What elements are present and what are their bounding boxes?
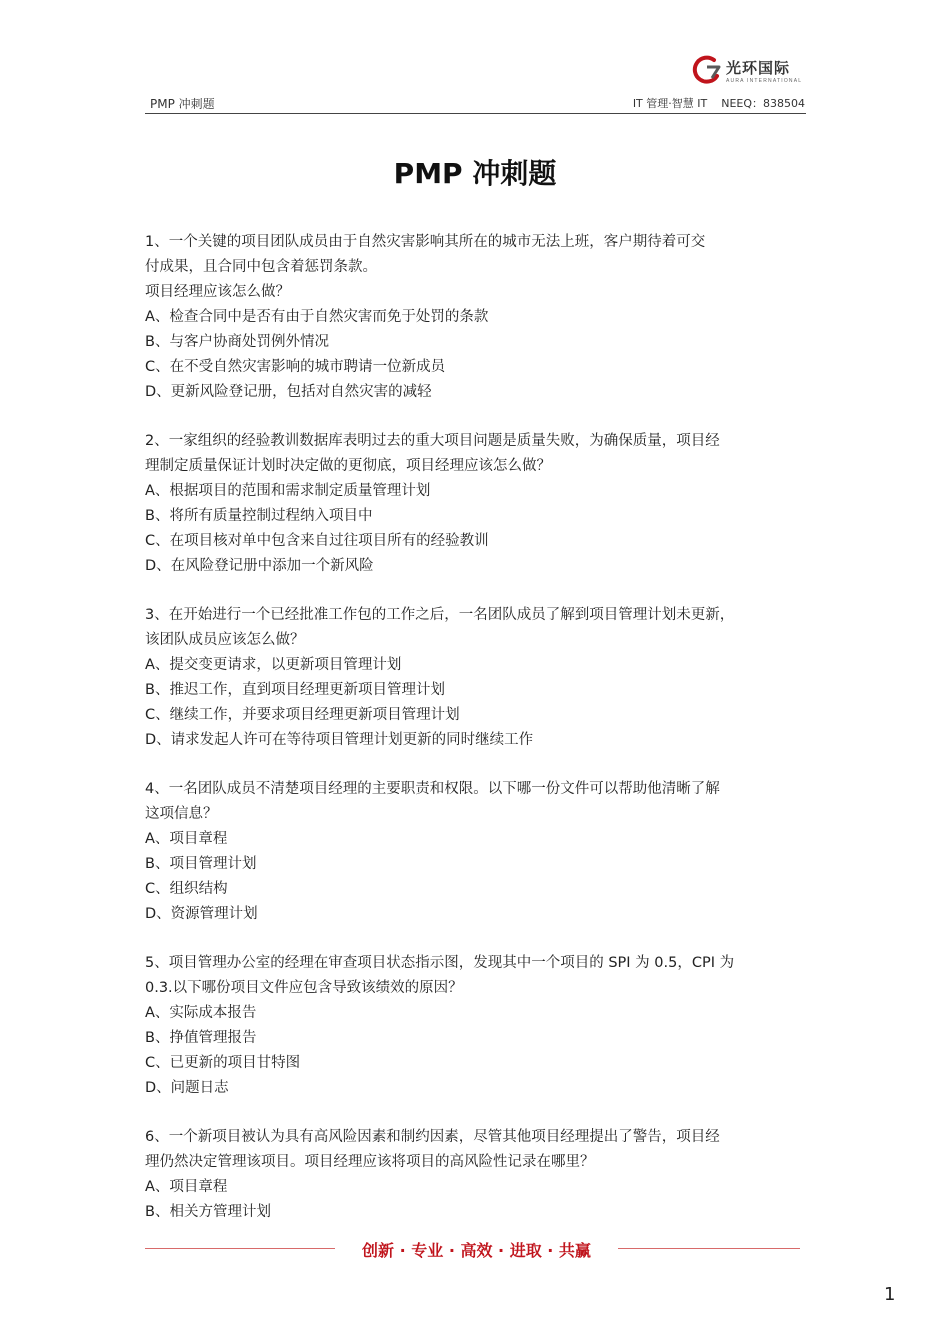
question-list — [145, 230, 810, 1249]
page-number: 1 — [884, 1284, 896, 1305]
question-stem-line: 项目经理应该怎么做？ — [145, 284, 290, 300]
company-logo — [692, 54, 808, 90]
question-stem-line: 0.3.以下哪份项目文件应包含导致该绩效的原因？ — [145, 980, 463, 996]
question-stem-line: 2、一家组织的经验教训数据库表明过去的重大项目问题是质量失败，为确保质量，项目经 — [145, 433, 720, 449]
answer-option: C、在项目核对单中包含来自过往项目所有的经验教训 — [145, 533, 489, 549]
question-stem-line: 6、一个新项目被认为具有高风险因素和制约因素，尽管其他项目经理提出了警告，项目经 — [145, 1129, 720, 1145]
answer-option: D、在风险登记册中添加一个新风险 — [145, 558, 374, 574]
answer-option: A、项目章程 — [145, 831, 228, 847]
header-company-info — [633, 95, 805, 111]
answer-option: D、更新风险登记册，包括对自然灾害的减轻 — [145, 384, 432, 400]
question-stem-line: 该团队成员应该怎么做？ — [145, 632, 305, 648]
footer-line-left — [145, 1248, 335, 1249]
answer-option: A、提交变更请求，以更新项目管理计划 — [145, 657, 402, 673]
answer-option: A、实际成本报告 — [145, 1005, 257, 1021]
answer-option: C、在不受自然灾害影响的城市聘请一位新成员 — [145, 359, 446, 375]
logo-subtitle: AURA INTERNATIONAL — [726, 78, 803, 84]
answer-option: B、与客户协商处罚例外情况 — [145, 334, 329, 350]
answer-option: C、继续工作，并要求项目经理更新项目管理计划 — [145, 707, 460, 723]
header-company-info-text: IT 管理·智慧 IT NEEQ：838504 — [632, 97, 805, 110]
answer-option: B、推迟工作，直到项目经理更新项目管理计划 — [145, 682, 445, 698]
answer-option: B、挣值管理报告 — [145, 1030, 257, 1046]
question-stem-line: 理仍然决定管理该项目。项目经理应该将项目的高风险性记录在哪里？ — [145, 1154, 595, 1170]
question-1 — [145, 230, 810, 405]
answer-option: D、问题日志 — [145, 1080, 229, 1096]
answer-option: A、项目章程 — [145, 1179, 228, 1195]
header-doc-name: PMP 冲刺题 — [150, 97, 215, 111]
answer-option: B、将所有质量控制过程纳入项目中 — [145, 508, 373, 524]
aura-logo-icon — [692, 54, 722, 88]
answer-option: A、根据项目的范围和需求制定质量管理计划 — [145, 483, 431, 499]
question-3 — [145, 603, 810, 753]
question-2 — [145, 429, 810, 579]
question-stem-line: 1、一个关键的项目团队成员由于自然灾害影响其所在的城市无法上班，客户期待着可交 — [145, 234, 706, 250]
footer-line-right — [618, 1248, 800, 1249]
answer-option: B、项目管理计划 — [145, 856, 257, 872]
question-5 — [145, 951, 810, 1101]
answer-option: B、相关方管理计划 — [145, 1204, 271, 1220]
answer-option: C、已更新的项目甘特图 — [145, 1055, 301, 1071]
answer-option: D、资源管理计划 — [145, 906, 258, 922]
question-stem-line: 5、项目管理办公室的经理在审查项目状态指示图，发现其中一个项目的 SPI 为 0.5，CPI 为 — [145, 955, 735, 971]
answer-option: A、检查合同中是否有由于自然灾害而免于处罚的条款 — [145, 309, 489, 325]
question-stem-line: 4、一名团队成员不清楚项目经理的主要职责和权限。以下哪一份文件可以帮助他清晰了解 — [145, 781, 720, 797]
footer-slogan: 创新 · 专业 · 高效 · 进取 · 共赢 — [362, 1241, 591, 1260]
header-divider — [145, 113, 806, 114]
question-6 — [145, 1125, 810, 1225]
question-stem-line: 这项信息？ — [145, 806, 218, 822]
question-stem-line: 付成果，且合同中包含着惩罚条款。 — [145, 259, 377, 275]
answer-option: D、请求发起人许可在等待项目管理计划更新的同时继续工作 — [145, 732, 534, 748]
logo-name: 光环国际 — [726, 59, 791, 77]
question-stem-line: 3、在开始进行一个已经批准工作包的工作之后，一名团队成员了解到项目管理计划未更新， — [145, 607, 735, 623]
question-stem-line: 理制定质量保证计划时决定做的更彻底，项目经理应该怎么做？ — [145, 458, 551, 474]
page-title: PMP 冲刺题 — [393, 157, 557, 190]
question-4 — [145, 777, 810, 927]
answer-option: C、组织结构 — [145, 881, 228, 897]
